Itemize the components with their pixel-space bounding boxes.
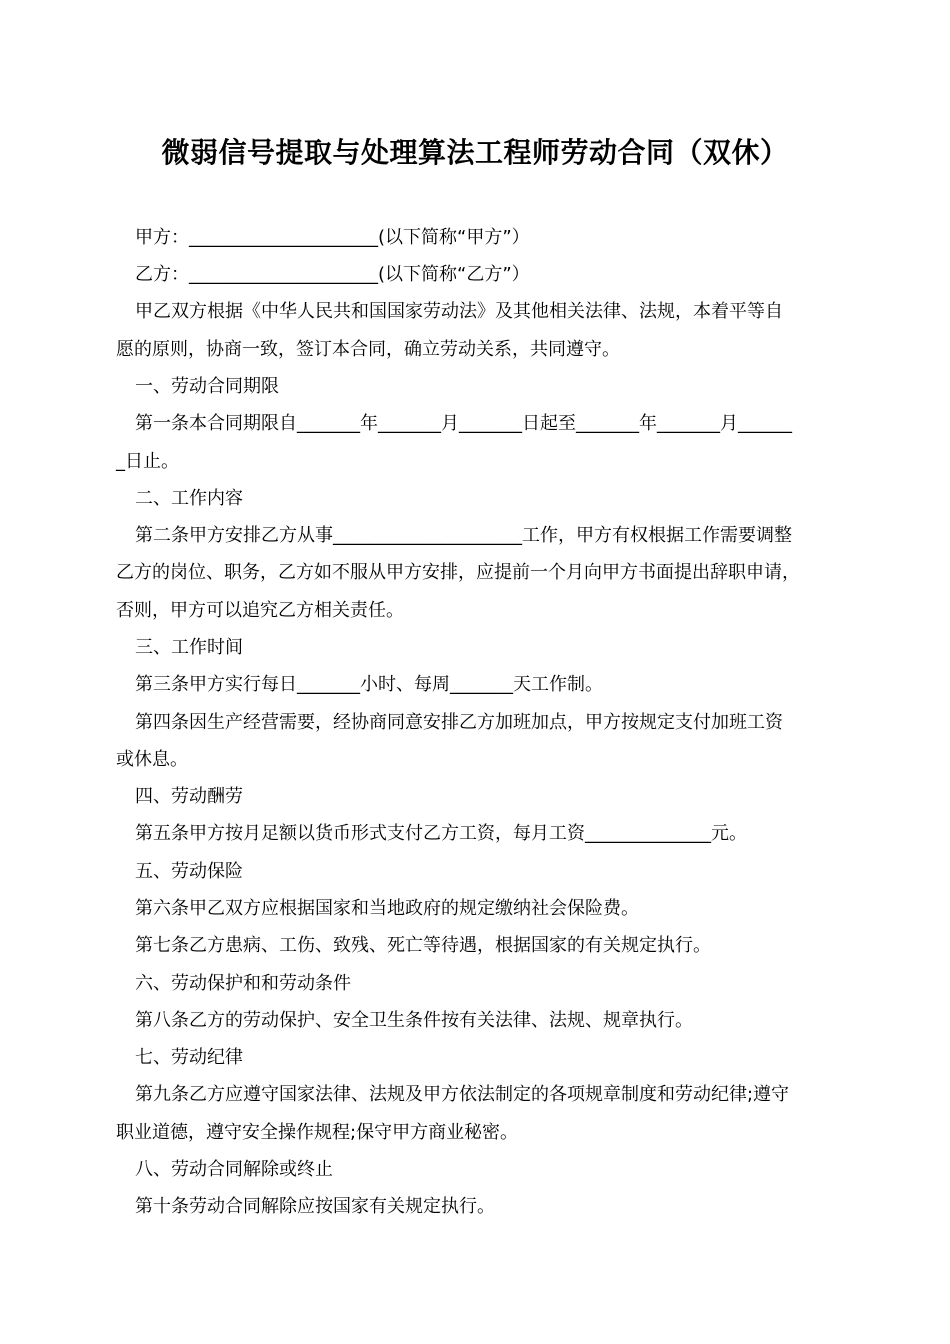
article-6-line: 第六条甲乙双方应根据国家和当地政府的规定缴纳社会保险费。: [135, 898, 639, 919]
section-heading-3: 三、工作时间: [135, 637, 243, 658]
party-b-line: 乙方：_____________________(以下简称“乙方”）: [135, 264, 530, 285]
preamble-line-2: 愿的原则，协商一致，签订本合同，确立劳动关系，共同遵守。: [116, 339, 620, 360]
section-heading-1: 一、劳动合同期限: [135, 376, 279, 397]
article-9-line-2: 职业道德，遵守安全操作规程;保守甲方商业秘密。: [116, 1122, 519, 1143]
section-heading-6: 六、劳动保护和和劳动条件: [135, 973, 351, 994]
section-heading-8: 八、劳动合同解除或终止: [135, 1159, 333, 1180]
article-7-line: 第七条乙方患病、工伤、致残、死亡等待遇，根据国家的有关规定执行。: [135, 935, 711, 956]
article-10-line: 第十条劳动合同解除应按国家有关规定执行。: [135, 1196, 495, 1217]
section-heading-5: 五、劳动保险: [135, 861, 243, 882]
document-title: 微弱信号提取与处理算法工程师劳动合同（双休）: [161, 136, 789, 169]
section-heading-4: 四、劳动酬劳: [135, 786, 243, 807]
article-3-line: 第三条甲方实行每日_______小时、每周_______天工作制。: [135, 674, 603, 695]
section-heading-7: 七、劳动纪律: [135, 1047, 243, 1068]
article-2-line-1: 第二条甲方安排乙方从事_____________________工作，甲方有权根据工作需要调整: [135, 525, 792, 546]
article-1-line-2: _日止。: [116, 451, 179, 472]
article-4-line-2: 或休息。: [116, 749, 188, 770]
article-9-line-1: 第九条乙方应遵守国家法律、法规及甲方依法制定的各项规章制度和劳动纪律;遵守: [135, 1084, 790, 1105]
article-2-line-3: 否则，甲方可以追究乙方相关责任。: [116, 600, 404, 621]
preamble-line-1: 甲乙双方根据《中华人民共和国国家劳动法》及其他相关法律、法规，本着平等自: [135, 301, 783, 322]
article-2-line-2: 乙方的岗位、职务，乙方如不服从甲方安排，应提前一个月向甲方书面提出辞职申请，: [116, 562, 800, 583]
section-heading-2: 二、工作内容: [135, 488, 243, 509]
party-a-line: 甲方：_____________________(以下简称“甲方”）: [135, 227, 530, 248]
article-8-line: 第八条乙方的劳动保护、安全卫生条件按有关法律、法规、规章执行。: [135, 1010, 693, 1031]
article-1-line-1: 第一条本合同期限自_______年_______月_______日起至_______年_______月______: [135, 413, 792, 434]
article-5-line: 第五条甲方按月足额以货币形式支付乙方工资，每月工资______________元。: [135, 823, 747, 844]
article-4-line-1: 第四条因生产经营需要，经协商同意安排乙方加班加点，甲方按规定支付加班工资: [135, 712, 783, 733]
